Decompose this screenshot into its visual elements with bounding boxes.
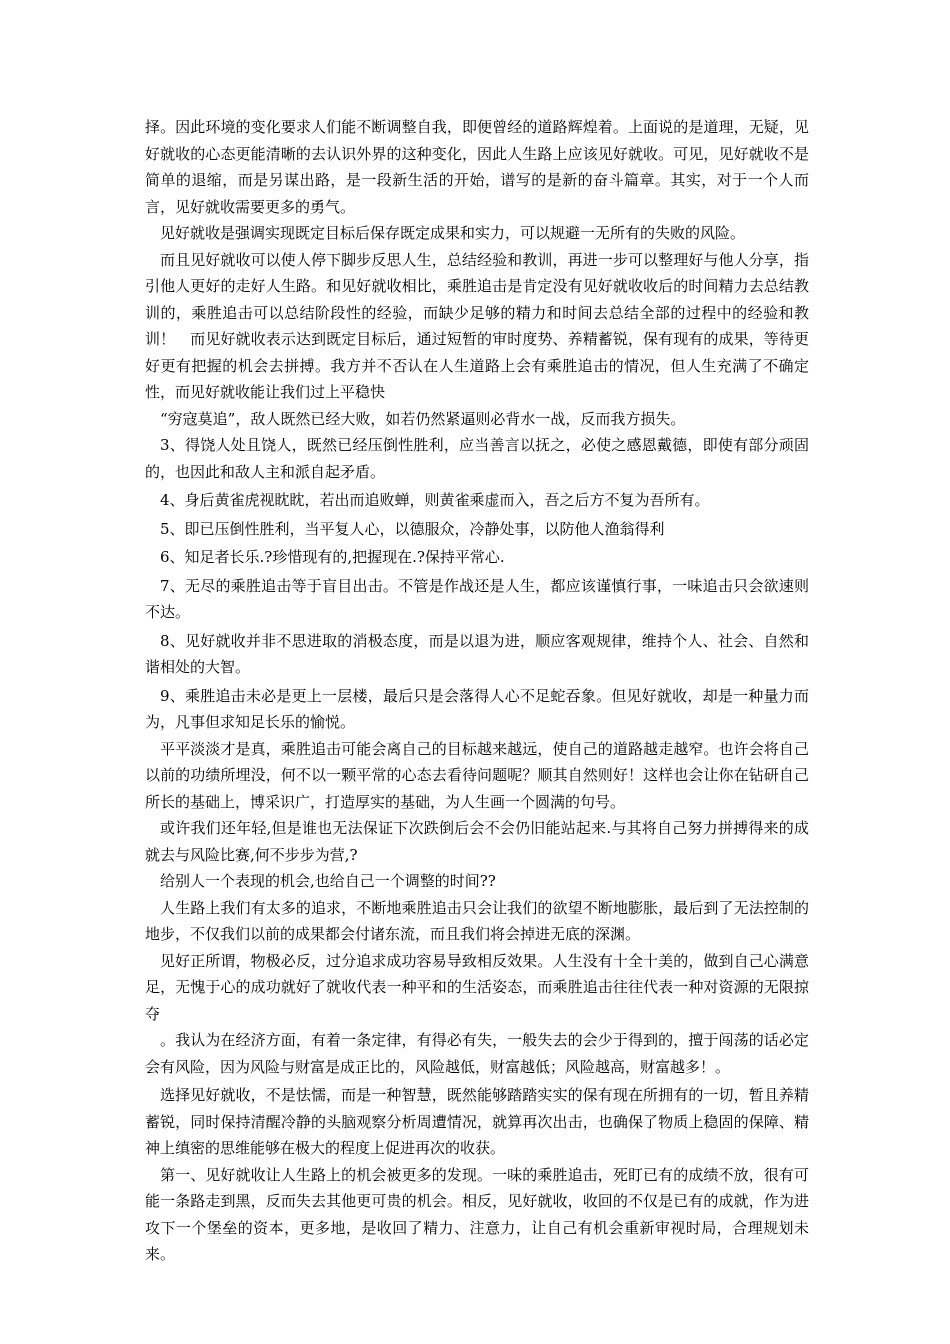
- paragraph-8: 6、知足者长乐.?珍惜现有的,把握现在.?保持平常心.: [160, 548, 505, 566]
- paragraph-12: 平平淡淡才是真，乘胜追击可能会离自己的目标越来越远，使自己的道路越走越窄。也许会将自己以前的功绩所埋没，何不以一颗平常的心态去看待问题呢？顺其自然则好！这样也会让你在钻研自己所长的基础上，博采识广，打造厚实的基础，为人生画一个圆满的句号。: [145, 739, 809, 811]
- paragraph-16: 见好正所谓，物极必反，过分追求成功容易导致相反效果。人生没有十全十美的，做到自己心满意足，无愧于心的成功就好了就收代表一种平和的生活姿态，而乘胜追击往往代表一种对资源的无限掠夺: [145, 951, 809, 1023]
- paragraph-18: 选择见好就收，不是怯懦，而是一种智慧，既然能够踏踏实实的保有现在所拥有的一切，暂且养精蓄锐，同时保持清醒冷静的头脑观察分析周遭情况，就算再次出击，也确保了物质上稳固的保障、精神上缜密的思维能够在极大的程度上促进再次的收获。: [145, 1086, 809, 1157]
- paragraph-6: 4、身后黄雀虎视眈眈，若出而追败蝉，则黄雀乘虚而入，吾之后方不复为吾所有。: [160, 491, 710, 509]
- document-body: [145, 114, 809, 1268]
- paragraph-1: 择。因此环境的变化要求人们能不断调整自我，即便曾经的道路辉煌着。上面说的是道理，无疑，见好就收的心态更能清晰的去认识外界的这种变化，因此人生路上应该见好就收。可见，见好就收不是简单的退缩，而是另谋出路，是一段新生活的开始，谱写的是新的奋斗篇章。其实，对于一个人而言，见好就收需要更多的勇气。: [145, 118, 809, 216]
- paragraph-13: 或许我们还年轻,但是谁也无法保证下次跌倒后会不会仍旧能站起来.与其将自己努力拼搏得来的成就去与风险比赛,何不步步为营,?: [145, 819, 809, 864]
- paragraph-4: “穷寇莫追”，敌人既然已经大败，如若仍然紧逼则必背水一战，反而我方损失。: [160, 409, 686, 428]
- paragraph-7: 5、即已压倒性胜利，当平复人心，以德服众，冷静处事，以防他人渔翁得利: [160, 519, 665, 538]
- paragraph-10: 8、见好就收并非不思进取的消极态度，而是以退为进，顺应客观规律，维持个人、社会、自然和谐相处的大智。: [145, 631, 809, 676]
- paragraph-15: 人生路上我们有太多的追求，不断地乘胜追击只会让我们的欲望不断地膨胀，最后到了无法控制的地步，不仅我们以前的成果都会付诸东流，而且我们将会掉进无底的深渊。: [145, 898, 809, 943]
- paragraph-3: 而且见好就收可以使人停下脚步反思人生，总结经验和教训，再进一步可以整理好与他人分享，指引他人更好的走好人生路。和见好就收相比，乘胜追击是肯定没有见好就收收后的时间精力去总结教训的，乘胜追击可以总结阶段性的经验，而缺少足够的精力和时间去总结全部的过程中的经验和教训！ 而见好就收表示达到既定目标后，通过短暂的审时度势、养精蓄锐，保有现有的成果，等待更好更有把握的机会去拼搏。我方并不否认在人生道路上会有乘胜追击的情况，但人生充满了不确定性，而见好就收能让我们过上平稳快: [145, 250, 809, 401]
- paragraph-11: 9、乘胜追击未必是更上一层楼，最后只是会落得人心不足蛇吞象。但见好就收，却是一种量力而为，凡事但求知足长乐的愉悦。: [145, 686, 809, 731]
- paragraph-9: 7、无尽的乘胜追击等于盲目出击。不管是作战还是人生，都应该谨慎行事，一味追击只会欲速则不达。: [145, 576, 809, 621]
- paragraph-14: 给别人一个表现的机会,也给自己一个调整的时间??: [160, 872, 496, 890]
- paragraph-5: 3、得饶人处且饶人，既然已经压倒性胜利，应当善言以抚之，必使之感恩戴德，即使有部分顽固的，也因此和敌人主和派自起矛盾。: [145, 436, 809, 481]
- paragraph-19: 第一、见好就收让人生路上的机会被更多的发现。一味的乘胜追击，死盯已有的成绩不放，很有可能一条路走到黑，反而失去其他更可贵的机会。相反，见好就收，收回的不仅是已有的成就，作为进攻下一个堡垒的资本，更多地，是收回了精力、注意力，让自己有机会重新审视时局，合理规划未来。: [145, 1165, 809, 1263]
- paragraph-2: 见好就收是强调实现既定目标后保存既定成果和实力，可以规避一无所有的失败的风险。: [160, 224, 746, 242]
- paragraph-17: 。我认为在经济方面，有着一条定律，有得必有失，一般失去的会少于得到的，擅于闯荡的话必定会有风险，因为风险与财富是成正比的，风险越低，财富越低；风险越高，财富越多！。: [145, 1031, 809, 1076]
